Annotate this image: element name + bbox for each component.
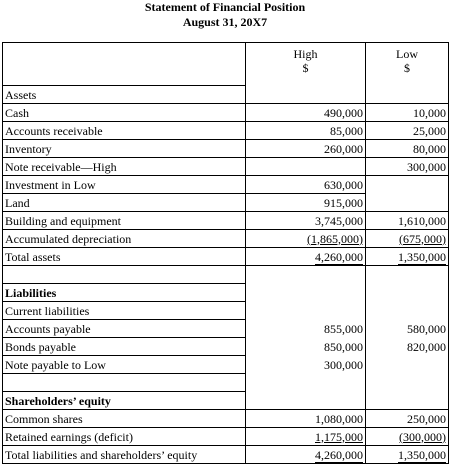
high-value: 1,080,000: [246, 410, 366, 428]
high-value: 915,000: [246, 194, 366, 212]
row-label: Accumulated depreciation: [3, 230, 246, 248]
table-row: [3, 410, 449, 428]
low-currency-label: $: [404, 61, 410, 75]
spacer-row: [3, 374, 449, 392]
total-liabilities-equity-low: 1,350,000: [398, 448, 446, 464]
row-label: Cash: [3, 104, 246, 122]
table-row: [3, 356, 449, 374]
low-value: 820,000: [366, 338, 449, 356]
high-value: 630,000: [246, 176, 366, 194]
column-header-row: [3, 43, 449, 86]
total-liabilities-equity-label: Total liabilities and shareholders’ equity: [3, 446, 246, 464]
total-assets-low: 1,350,000: [398, 250, 446, 266]
row-label: Accounts payable: [3, 320, 246, 338]
low-header-label: Low: [396, 47, 418, 61]
statement-date: August 31, 20X7: [182, 15, 268, 29]
table-row: [3, 212, 449, 230]
financial-position-table: [2, 42, 449, 464]
total-assets-high: 4,260,000: [315, 250, 363, 266]
current-liabilities-subheading: Current liabilities: [3, 302, 246, 320]
equity-heading: Shareholders’ equity: [3, 392, 246, 410]
high-value: 850,000: [246, 338, 366, 356]
row-label: Investment in Low: [3, 176, 246, 194]
total-liabilities-equity-high: 4,260,000: [315, 448, 363, 464]
high-value: 85,000: [246, 122, 366, 140]
row-label: Note payable to Low: [3, 356, 246, 374]
statement-title: Statement of Financial Position: [144, 0, 306, 14]
table-row: [3, 284, 449, 302]
low-value: 300,000: [366, 158, 449, 176]
high-value: [246, 158, 366, 176]
row-label: Land: [3, 194, 246, 212]
row-label: Retained earnings (deficit): [3, 428, 246, 446]
table-row: [3, 122, 449, 140]
table-row: [3, 446, 449, 464]
low-value: [366, 194, 449, 212]
low-value: 1,610,000: [366, 212, 449, 230]
low-value: 250,000: [366, 410, 449, 428]
low-value: (300,000): [399, 429, 446, 444]
total-assets-label: Total assets: [3, 248, 246, 266]
table-row: [3, 320, 449, 338]
table-row: [3, 248, 449, 266]
high-header-label: High: [293, 47, 318, 61]
row-label: Bonds payable: [3, 338, 246, 356]
table-row: [3, 176, 449, 194]
low-value: 80,000: [366, 140, 449, 158]
table-row: [3, 104, 449, 122]
low-value: [366, 356, 449, 374]
low-value: 25,000: [366, 122, 449, 140]
high-value: 260,000: [246, 140, 366, 158]
high-value: 300,000: [246, 356, 366, 374]
table-row: [3, 428, 449, 446]
high-value: 3,745,000: [246, 212, 366, 230]
row-label: Note receivable—High: [3, 158, 246, 176]
table-row: [3, 338, 449, 356]
table-row: [3, 230, 449, 248]
table-row: [3, 392, 449, 410]
row-label: Common shares: [3, 410, 246, 428]
high-value: 1,175,000: [315, 429, 363, 444]
liabilities-heading: Liabilities: [3, 284, 246, 302]
low-column-header: [366, 43, 449, 86]
high-value: 855,000: [246, 320, 366, 338]
table-row: [3, 194, 449, 212]
low-value: (675,000): [399, 231, 446, 246]
table-row: [3, 302, 449, 320]
spacer-row: [3, 266, 449, 284]
low-value: [366, 176, 449, 194]
table-row: [3, 86, 449, 104]
label-column-header: [3, 43, 246, 86]
table-row: [3, 140, 449, 158]
table-row: [3, 158, 449, 176]
high-value: 490,000: [246, 104, 366, 122]
row-label: Inventory: [3, 140, 246, 158]
assets-heading: Assets: [3, 86, 246, 104]
high-currency-label: $: [302, 61, 309, 75]
row-label: Accounts receivable: [3, 122, 246, 140]
row-label: Building and equipment: [3, 212, 246, 230]
high-column-header: [246, 43, 366, 86]
high-value: (1,865,000): [307, 231, 363, 246]
low-value: 10,000: [366, 104, 449, 122]
low-value: 580,000: [366, 320, 449, 338]
